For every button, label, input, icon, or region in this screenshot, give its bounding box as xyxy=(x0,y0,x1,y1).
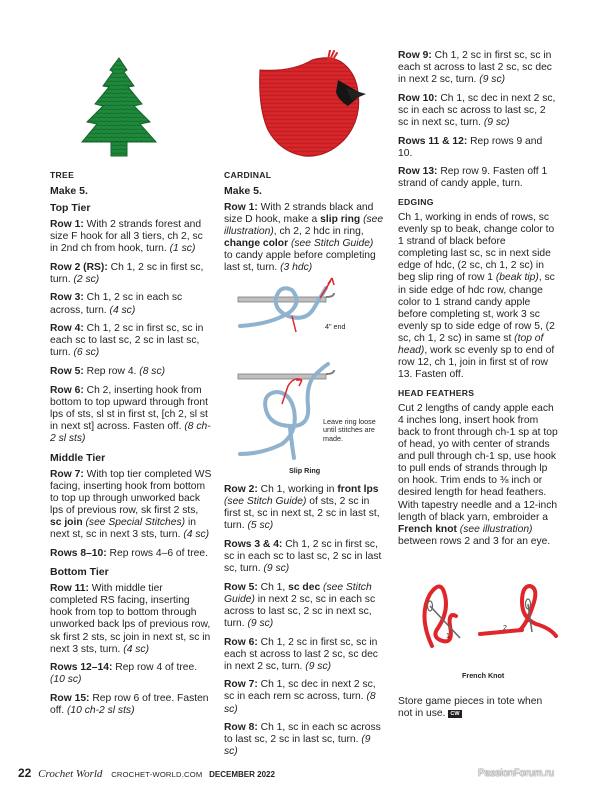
cardinal-row-8: Row 8: Ch 1, sc in each sc across to last sc, 2 sc in last sc, turn. (9 sc) xyxy=(224,722,381,758)
cardinal-row-10: Row 10: Ch 1, sc dec in next 2 sc, sc in each sc across to last sc, 2 sc in next sc, turn. (9 sc) xyxy=(398,92,556,128)
slip-ring-caption: Slip Ring xyxy=(289,466,321,475)
cardinal-make: Make 5. xyxy=(224,185,262,197)
issue-date: DECEMBER 2022 xyxy=(209,770,275,779)
top-tier-heading: Top Tier xyxy=(50,202,91,214)
store-note xyxy=(398,696,558,727)
cardinal-heading: CARDINAL xyxy=(224,170,272,180)
ring-note: Leave ring loose until stitches are made. xyxy=(323,417,376,443)
cardinal-row-13: Row 13: Rep row 9. Fasten off 1 strand of candy apple, turn. xyxy=(398,166,548,190)
cardinal-illustration xyxy=(252,50,382,162)
tree-column xyxy=(50,170,212,724)
tree-rows-8-10: Rows 8–10: Rep rows 4–6 of tree. xyxy=(50,547,208,559)
knot-step-2: 2 xyxy=(503,623,507,632)
page-footer xyxy=(18,766,275,780)
tree-illustration xyxy=(64,56,174,166)
tree-row-5: Row 5: Rep row 4. (8 sc) xyxy=(50,365,166,377)
tree-make: Make 5. xyxy=(50,185,88,197)
cardinal-row-6: Row 6: Ch 1, 2 sc in first sc, sc in each st across to last 2 sc, sc dec in next 2 sc, turn. (9 sc) xyxy=(224,636,378,672)
tree-row-7: Row 7: With top tier completed WS facing, inserting hook from bottom to top up through unworked back lps of previous row, sk first 2 sts, sc join (see Special Stitches) in next st, sc in next 3 sts, turn. (4 sc) xyxy=(50,468,212,540)
end-mark: CW xyxy=(450,711,460,718)
cardinal-row-5: Row 5: Ch 1, sc dec (see Stitch Guide) in next 2 sc, sc in each sc across to last sc, 2 sc in next sc, turn. (9 sc) xyxy=(224,581,376,629)
end-label: 4" end xyxy=(325,322,346,331)
cardinal-rows-3-4: Rows 3 & 4: Ch 1, 2 sc in first sc, sc in each sc to last sc, 2 sc in last sc, turn. (9 sc) xyxy=(224,538,382,575)
cardinal-row-9: Row 9: Ch 1, 2 sc in first sc, sc in each st across to last 2 sc, sc dec in next 2 sc, turn. (9 sc) xyxy=(398,50,552,86)
cardinal-row-7: Row 7: Ch 1, sc dec in next 2 sc, sc in each rem sc across, turn. (8 sc) xyxy=(224,679,376,715)
store-text: Store game pieces in tote when not in use. xyxy=(398,696,543,720)
magazine-name: Crochet World xyxy=(38,768,103,780)
tree-row-3: Row 3: Ch 1, 2 sc in each sc across, turn. (4 sc) xyxy=(50,292,183,316)
head-feathers-text: Cut 2 lengths of candy apple each 4 inches long, insert hook from back to front through ch-1 sp at top of head, yo with center of strands and pull through ch-1 sp, use hook to pull ends of strands through lp on hook. Trim ends to ⅜ inch or desired length for head feathers. With tapestry needle and a 12-inch length of black yarn, embroider a French knot (see illustration) between rows 2 and 3 for an eye. xyxy=(398,402,558,547)
tree-row-15: Row 15: Rep row 6 of tree. Fasten off. (10 ch-2 sl sts) xyxy=(50,692,209,716)
french-knot-illustration xyxy=(410,576,560,666)
watermark: PassionForum.ru xyxy=(478,768,555,779)
bottom-tier-heading: Bottom Tier xyxy=(50,566,109,579)
tree-row-2: Row 2 (RS): Ch 1, 2 sc in first sc, turn. (2 sc) xyxy=(50,261,204,285)
magazine-url: CROCHET-WORLD.COM xyxy=(111,770,203,779)
knot-step-1: 1 xyxy=(446,631,450,640)
tree-row-1: Row 1: With 2 strands forest and size F hook for all 3 tiers, ch 2, sc in 2nd ch from hook, turn. (1 sc) xyxy=(50,219,203,255)
tree-row-6: Row 6: Ch 2, inserting hook from bottom to top upward through front lps of sts, sl st in first st, [ch 2, sl st in next st] across. Fasten off. (8 ch-2 sl sts) xyxy=(50,384,211,444)
slip-ring-illustration xyxy=(232,276,382,476)
head-feathers-heading: HEAD FEATHERS xyxy=(398,387,475,398)
cardinal-column xyxy=(224,170,384,281)
french-knot-caption: French Knot xyxy=(462,671,505,680)
tree-rows-12-14: Rows 12–14: Rep row 4 of tree. (10 sc) xyxy=(50,662,198,686)
cardinal-rows-11-12: Rows 11 & 12: Rep rows 9 and 10. xyxy=(398,135,543,159)
page-number: 22 xyxy=(18,766,32,780)
third-column xyxy=(398,50,558,554)
cardinal-row-2: Row 2: Ch 1, working in front lps (see Stitch Guide) of sts, 2 sc in first st, sc in next st, 2 sc in last st, turn. (5 sc) xyxy=(224,484,380,532)
cardinal-row-1: Row 1: With 2 strands black and size D hook, make a slip ring (see illustration), ch 2, 2 hdc in ring, change color (see Stitch Guide) to candy apple before completing last st, turn. (3 hdc) xyxy=(224,202,384,274)
middle-tier-heading: Middle Tier xyxy=(50,451,106,464)
cardinal-column-lower xyxy=(224,484,384,765)
edging-text: Ch 1, working in ends of rows, sc evenly sp to beak, change color to 1 strand of black before completing last sc, sc in next side edge of hdc, (2 sc, ch 1, 2 sc) in beg slip ring of row 1 (beak tip), sc in side edge of hdc row, change color to 1 strand candy apple before completing st, work 3 sc evenly sp to side edge of row 5, (2 sc, ch 1, 2 sc) in same st (top of head), work sc evenly sp to end of row 12, ch 1, join in first st of row 13. Fasten off. xyxy=(398,211,555,381)
edging-heading: EDGING xyxy=(398,196,434,207)
tree-row-11: Row 11: With middle tier completed RS facing, inserting hook from top to bottom through unworked back lps of previous row, sk first 2 sts, sc join in next st, sc in next 3 sts, turn. (4 sc) xyxy=(50,583,211,655)
tree-heading: TREE xyxy=(50,170,75,180)
tree-row-4: Row 4: Ch 1, 2 sc in first sc, sc in each sc to last sc, 2 sc in last sc, turn. (6 sc) xyxy=(50,323,204,359)
